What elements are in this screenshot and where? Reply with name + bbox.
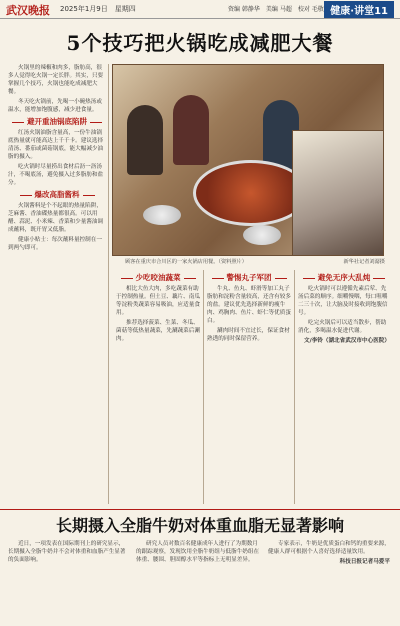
column-divider bbox=[294, 270, 295, 504]
column-divider bbox=[203, 270, 204, 504]
body-paragraph: 推荐选择菠菜、生菜、冬瓜、菌菇等低热量蔬菜，先涮蔬菜后涮肉。 bbox=[116, 320, 200, 342]
intro-paragraph: 火锅里的辣椒和肉多，脂肪高，很多人觉得吃火锅一定长胖。其实，只要掌握几个技巧，火锅也能吃成减肥大餐。 bbox=[8, 65, 104, 95]
body-paragraph: 火锅酱料是个不起眼的热量陷阱，芝麻酱、香油碟热量都很高。可以用醋、蒜泥、小米辣、香菜和少量酱油调成蘸料，既开胃又低脂。 bbox=[8, 203, 104, 233]
body-paragraph: 健康小贴士：每次蘸料量控制在一到两勺即可。 bbox=[8, 237, 102, 251]
article1-column-3 bbox=[207, 270, 291, 504]
diner-figure bbox=[127, 105, 163, 175]
editor-credits: 资编 韩静华 美编 马超 校对 毛敬 bbox=[228, 6, 324, 13]
body-paragraph: 牛丸、鱼丸、虾滑等加工丸子脂肪和淀粉含量较高，还含有较多的盐。建议优先选择新鲜的瘦牛肉、鸡胸肉、鱼片、虾仁等优质蛋白。 bbox=[207, 286, 291, 324]
column-divider bbox=[108, 64, 109, 504]
article1-left-column bbox=[8, 64, 106, 504]
body-paragraph: 红汤火锅油脂含量高，一份牛油锅底热量就可能高达上千千卡。建议选择清汤、番茄或菌菇锅底，能大幅减少油脂的摄入。 bbox=[8, 130, 104, 160]
body-paragraph: 相比大鱼大肉，多吃蔬菜有助于控制热量。但土豆、藕片、南瓜等淀粉类蔬菜容易吸油，应适量食用。 bbox=[116, 286, 200, 316]
article1-byline: 文/李铃（湖北省武汉市中心医院） bbox=[304, 338, 390, 344]
photo-credit: 新华社记者刘潺摄 bbox=[343, 259, 385, 265]
section-heading: 避开重油锅底陷阱 bbox=[8, 118, 106, 126]
paper-logo: 武汉晚报 bbox=[6, 4, 50, 17]
article2-byline: 科技日报记者马爱平 bbox=[339, 559, 390, 565]
section-heading: 爆改高脂酱料 bbox=[8, 191, 106, 199]
article1-column-4 bbox=[298, 270, 390, 504]
article2-column-2 bbox=[136, 540, 260, 622]
elderly-diner-photo bbox=[292, 130, 384, 256]
section-heading: 少吃咬油蔬菜 bbox=[116, 274, 200, 282]
article1-column-2 bbox=[116, 270, 200, 504]
plate bbox=[243, 225, 281, 245]
body-paragraph: 专家表示，牛奶是优质蛋白和钙的重要来源，健康人群可根据个人喜好选择适量饮用。 bbox=[268, 541, 390, 555]
body-paragraph: 涮肉时间不宜过长，保证食材熟透的同时保留营养。 bbox=[207, 328, 290, 342]
article2-column-3 bbox=[268, 540, 390, 622]
article1-headline: 5个技巧把火锅吃成减肥大餐 bbox=[66, 31, 334, 55]
section-heading: 警惕丸子军团 bbox=[207, 274, 291, 282]
article2-headline: 长期摄入全脂牛奶对体重血脂无显著影响 bbox=[55, 516, 344, 535]
diner-figure bbox=[173, 95, 209, 165]
body-paragraph: 吃火锅时尽量捞出食材后沥一沥汤汁，不喝底汤，避免摄入过多脂肪和盐分。 bbox=[8, 164, 104, 186]
issue-date: 2025年1月9日 星期四 bbox=[60, 5, 136, 13]
photo-caption: 顾客在重庆市合川区的一家火锅店用餐。（资料照片） bbox=[125, 259, 247, 265]
page-section-label: 健康·讲堂11 bbox=[324, 1, 394, 18]
intro-paragraph: 冬天吃火锅前，先喝一小碗热汤或温水，能增加饱腹感，减少进食量。 bbox=[8, 99, 102, 113]
body-paragraph: 近日，一项发表在国际期刊上的研究显示，长期摄入全脂牛奶并不会对体重和血脂产生显著的负面影响。 bbox=[8, 541, 126, 563]
article2-column-1 bbox=[8, 540, 128, 622]
section-divider bbox=[0, 509, 400, 510]
body-paragraph: 研究人员对数百名健康成年人进行了为期数月的跟踪观察，发现饮用全脂牛奶组与低脂牛奶组在体重、腰围、胆固醇水平等指标上无明显差异。 bbox=[136, 541, 260, 563]
plate bbox=[143, 205, 181, 225]
masthead bbox=[0, 0, 400, 19]
body-paragraph: 吃火锅时可以遵循先素后荤、先汤后菜的顺序。细嚼慢咽，每口咀嚼二三十次，让大脑及时接收到饱腹信号。 bbox=[298, 286, 388, 316]
body-paragraph: 吃完火锅后可以适当散步，帮助消化，多喝温水促进代谢。 bbox=[298, 320, 387, 334]
section-heading: 避免无序大乱炖 bbox=[298, 274, 390, 282]
